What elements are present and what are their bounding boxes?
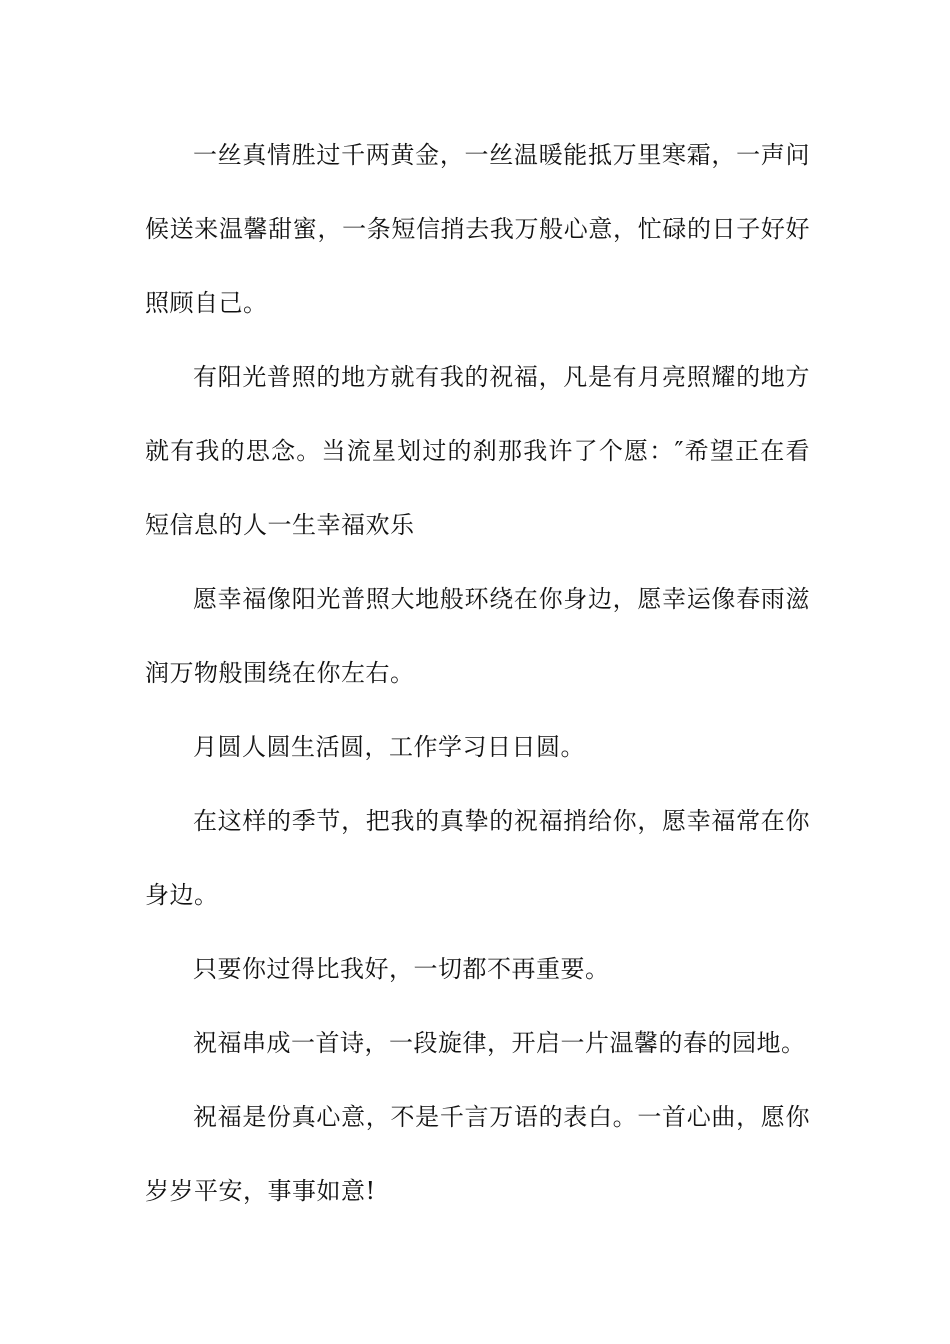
document-body [145, 118, 810, 1228]
paragraph-3: 愿幸福像阳光普照大地般环绕在你身边，愿幸运像春雨滋润万物般围绕在你左右。 [145, 585, 810, 687]
paragraph-6: 只要你过得比我好，一切都不再重要。 [193, 955, 610, 983]
paragraph-2: 有阳光普照的地方就有我的祝福，凡是有月亮照耀的地方就有我的思念。当流星划过的刹那我许了个愿：″希望正在看短信息的人一生幸福欢乐 [145, 363, 810, 539]
paragraph-1: 一丝真情胜过千两黄金，一丝温暖能抵万里寒霜，一声问候送来温馨甜蜜，一条短信捎去我万般心意，忙碌的日子好好照顾自己。 [145, 141, 810, 317]
paragraph-5: 在这样的季节，把我的真挚的祝福捎给你，愿幸福常在你身边。 [145, 807, 810, 909]
paragraph-7: 祝福串成一首诗，一段旋律，开启一片温馨的春的园地。 [193, 1029, 806, 1057]
paragraph-8: 祝福是份真心意，不是千言万语的表白。一首心曲，愿你岁岁平安，事事如意! [145, 1103, 810, 1205]
paragraph-4: 月圆人圆生活圆，工作学习日日圆。 [193, 733, 585, 761]
